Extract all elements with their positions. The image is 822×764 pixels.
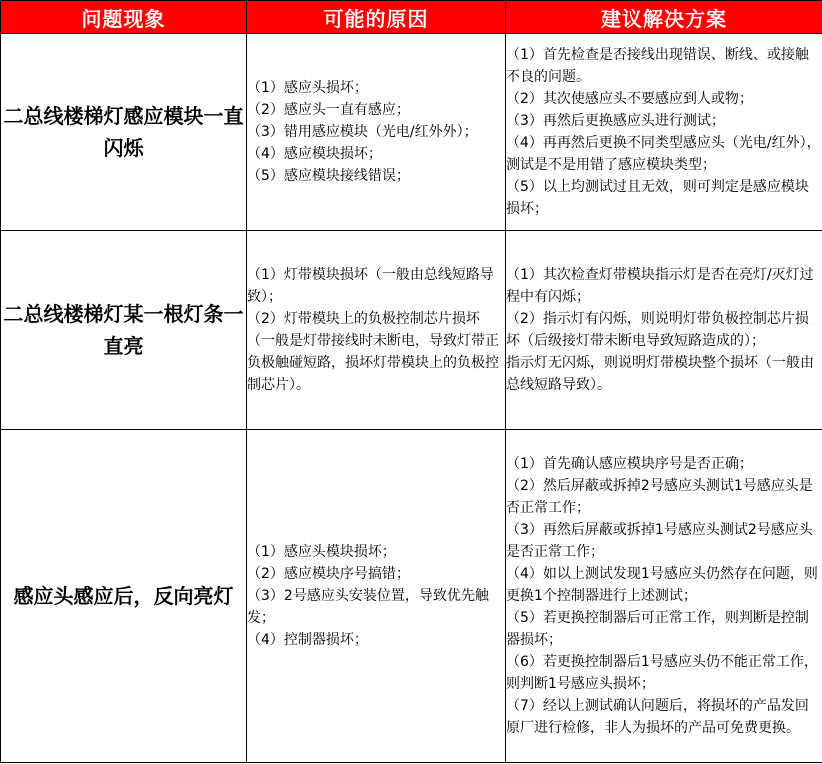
cause-item: （2）灯带模块上的负极控制芯片损坏（一般是灯带接线时未断电，导致灯带正负极触碰短路，损坏灯带模块上的负极控制芯片）。 [247,311,499,393]
table-row [1,34,822,231]
solution-item: （5）若更换控制器后可正常工作，则判断是控制器损坏； [506,610,809,648]
header-solutions: 建议解决方案 [506,1,822,34]
solution-item: （2）然后屏蔽或拆掉2号感应头测试1号感应头是否正常工作； [506,478,813,516]
solution-item: （6）若更换控制器后1号感应头仍不能正常工作，则判断1号感应头损坏； [506,654,818,692]
cause-item: （3）2号感应头安装位置，导致优先触发； [247,588,489,626]
cause-item: （4）感应模块损坏； [247,146,382,162]
solution-item: （1）首先检查是否接线出现错误、断线、或接触不良的问题。 [506,47,809,85]
symptom-cell: 二总线楼梯灯某一根灯条一直亮 [1,231,247,430]
cause-item: （5）感应模块接线错误； [247,168,410,184]
solutions-cell [506,34,822,231]
solution-item: （2）其次使感应头不要感应到人或物； [506,91,753,107]
header-symptom: 问题现象 [1,1,247,34]
solutions-cell [506,231,822,430]
solution-item: （4）再再然后更换不同类型感应头（光电/红外），测试是不是用错了感应模块类型； [506,135,821,173]
solution-item: （3）再然后屏蔽或拆掉1号感应头测试2号感应头是否正常工作； [506,522,813,560]
solution-item: （5）以上均测试过且无效，则可判定是感应模块损坏； [506,179,809,217]
solution-item: （1）首先确认感应模块序号是否正确； [506,456,753,472]
cause-item: （2）感应模块序号搞错； [247,566,410,582]
header-causes: 可能的原因 [247,1,506,34]
solution-item: （4）如以上测试发现1号感应头仍然存在问题，则更换1个控制器进行上述测试； [506,566,818,604]
solution-item: （2）指示灯有闪烁，则说明灯带负极控制芯片损坏（后级接灯带未断电导致短路造成的）； [506,311,809,349]
symptom-cell: 二总线楼梯灯感应模块一直闪烁 [1,34,247,231]
causes-cell [247,34,506,231]
header-row [1,1,822,34]
solution-item: （3）再然后更换感应头进行测试； [506,113,725,129]
table-row [1,430,822,763]
solution-item: （1）其次检查灯带模块指示灯是否在亮灯/灭灯过程中有闪烁； [506,267,814,305]
symptom-cell: 感应头感应后，反向亮灯 [1,430,247,763]
causes-cell [247,231,506,430]
solution-item: （7）经以上测试确认问题后，将损坏的产品发回原厂进行检修，非人为损坏的产品可免费更换。 [506,698,809,736]
causes-cell [247,430,506,763]
cause-item: （1）灯带模块损坏（一般由总线短路导致）； [247,267,494,305]
solution-item: 指示灯无闪烁，则说明灯带模块整个损坏（一般由总线短路导致）。 [506,355,814,393]
solutions-cell [506,430,822,763]
cause-item: （1）感应头模块损坏； [247,544,396,560]
cause-item: （4）控制器损坏； [247,632,368,648]
cause-item: （2）感应头一直有感应； [247,102,410,118]
cause-item: （1）感应头损坏； [247,80,368,96]
cause-item: （3）错用感应模块（光电/红外外）； [247,124,478,140]
table-row [1,231,822,430]
